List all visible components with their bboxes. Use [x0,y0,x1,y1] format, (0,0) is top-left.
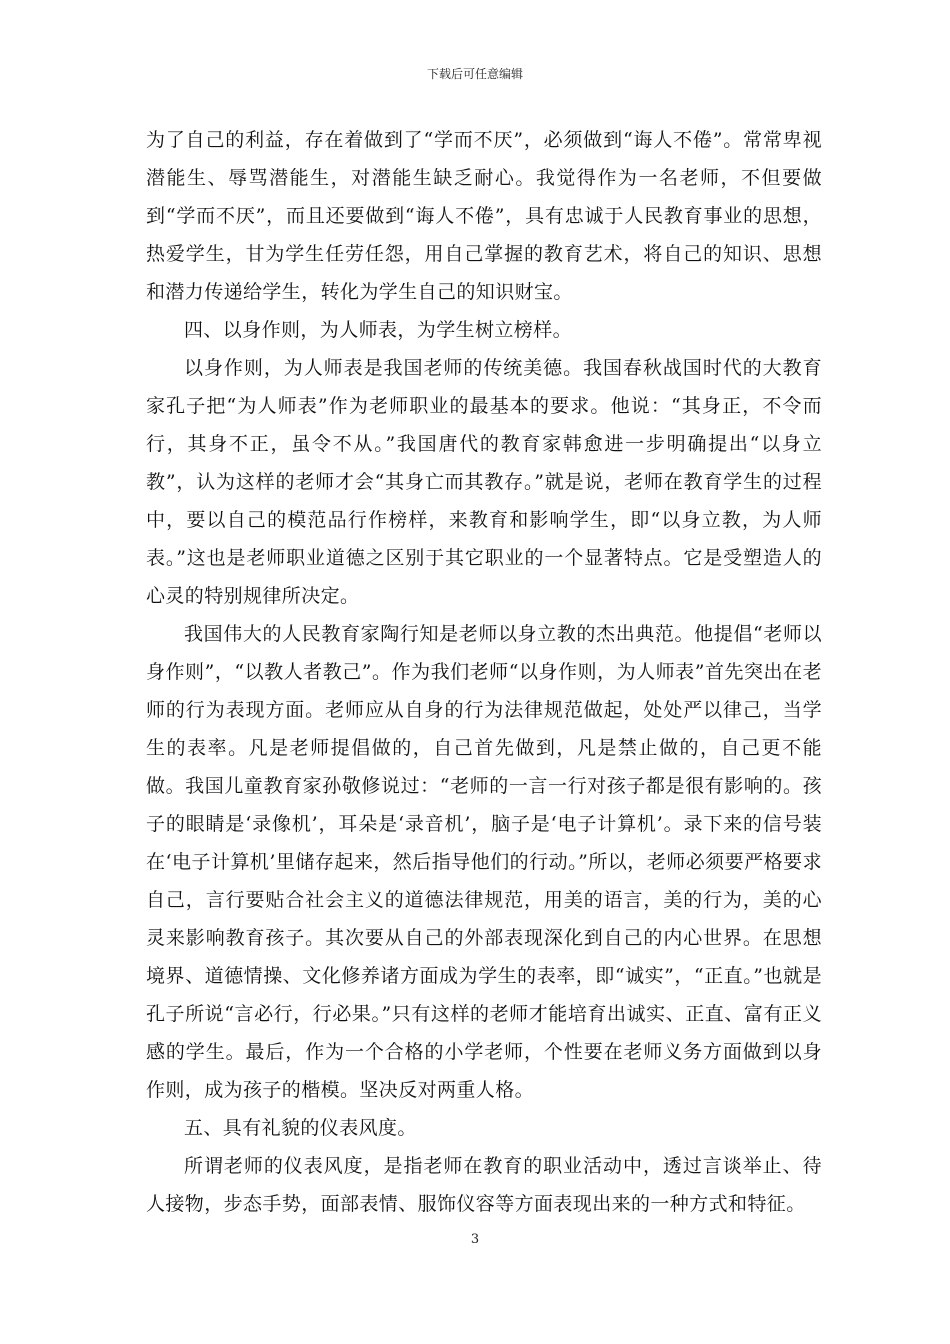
paragraph-demeanor: 所谓老师的仪表风度，是指老师在教育的职业活动中，透过言谈举止、待人接物，步态手势，面部表情、服饰仪容等方面表现出来的一种方式和特征。 [146,1155,822,1215]
section-heading-four: 四、以身作则，为人师表，为学生树立榜样。 [184,319,573,341]
paragraph-tao-xingzhi: 我国伟大的人民教育家陶行知是老师以身立教的杰出典范。他提倡“老师以身作则”，“以教人者教己”。作为我们老师“以身作则，为人师表”首先突出在老师的行为表现方面。老师应从自身的行为法律规范做起，处处严以律己，当学生的表率。凡是老师提倡做的，自己首先做到，凡是禁止做的，自己更不能做。我国儿童教育家孙敬修说过：“老师的一言一行对孩子都是很有影响的。孩子的眼睛是‘录像机’，耳朵是‘录音机’，脑子是‘电子计算机’。录下来的信号装在‘电子计算机’里储存起来，然后指导他们的行动。”所以，老师必须要严格要求自己，言行要贴合社会主义的道德法律规范，用美的语言，美的行为，美的心灵来影响教育孩子。其次要从自己的外部表现深化到自己的内心世界。在思想境界、道德情操、文化修养诸方面成为学生的表率，即“诚实”，“正直。”也就是孔子所说“言必行，行必果。”只有这样的老师才能培育出诚实、正直、富有正义感的学生。最后，作为一个合格的小学老师，个性要在老师义务方面做到以身作则，成为孩子的楷模。坚决反对两重人格。 [146,623,822,1101]
paragraph-confucius: 以身作则，为人师表是我国老师的传统美德。我国春秋战国时代的大教育家孔子把“为人师表”作为老师职业的最基本的要求。他说：“其身正，不令而行，其身不正，虽令不从。”我国唐代的教育家韩愈进一步明确提出“以身立教”，认为这样的老师才会“其身亡而其教存。”就是说，老师在教育学生的过程中，要以自己的模范品行作榜样，来教育和影响学生，即“以身立教，为人师表。”这也是老师职业道德之区别于其它职业的一个显著特点。它是受塑造人的心灵的特别规律所决定。 [146,357,822,607]
section-heading-five: 五、具有礼貌的仪表风度。 [184,1117,417,1139]
paragraph-continuation: 为了自己的利益，存在着做到了“学而不厌”，必须做到“诲人不倦”。常常卑视潜能生、辱骂潜能生，对潜能生缺乏耐心。我觉得作为一名老师，不但要做到“学而不厌”，而且还要做到“诲人不倦”，具有忠诚于人民教育事业的思想，热爱学生，甘为学生任劳任怨，用自己掌握的教育艺术，将自己的知识、思想和潜力传递给学生，转化为学生自己的知识财宝。 [146,129,822,303]
page-header-note: 下载后可任意编辑 [426,67,523,81]
document-body [146,121,822,1223]
page-number: 3 [470,1232,480,1247]
